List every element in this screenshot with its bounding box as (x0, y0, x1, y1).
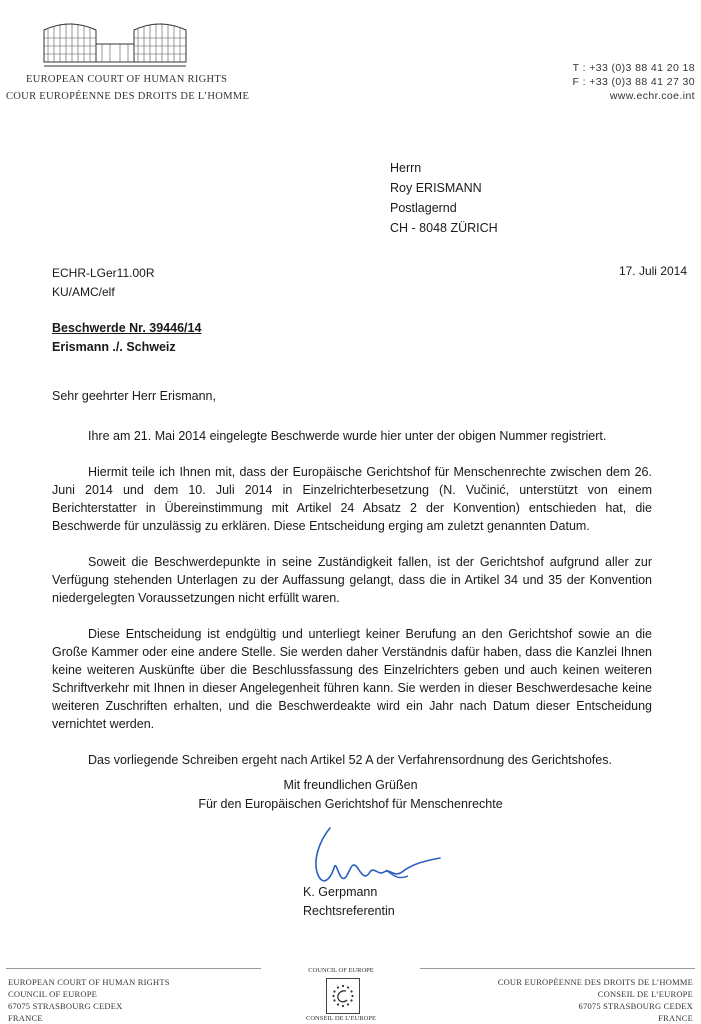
court-name-french: COUR EUROPÉENNE DES DROITS DE L’HOMME (6, 91, 250, 102)
website-link[interactable]: www.echr.coe.int (609, 90, 695, 102)
phone-number: T : +33 (0)3 88 41 20 18 (572, 62, 695, 74)
footer-address-french (498, 976, 693, 1024)
court-building-icon (40, 10, 190, 72)
closing-block (0, 776, 701, 814)
paragraph: Das vorliegende Schreiben ergeht nach Artikel 52 A der Verfahrensordnung des Gerichtshofes. (88, 753, 612, 767)
council-of-europe-stars-icon (327, 979, 359, 1013)
recipient-street: Postlagernd (390, 201, 457, 215)
recipient-city: CH - 8048 ZÜRICH (390, 221, 498, 235)
footer-line: EUROPEAN COURT OF HUMAN RIGHTS (8, 977, 170, 987)
footer-line: CONSEIL DE L’EUROPE (597, 989, 693, 999)
reference-block (52, 264, 154, 302)
contact-block (572, 61, 695, 103)
case-number: Beschwerde Nr. 39446/14 (52, 321, 202, 335)
footer-line: COUNCIL OF EUROPE (8, 989, 98, 999)
recipient-salutation: Herrn (390, 161, 422, 175)
footer-divider-right (420, 968, 695, 969)
letter-body (52, 427, 652, 787)
signer-block (303, 883, 395, 921)
footer-address-english (8, 976, 170, 1024)
case-parties: Erismann ./. Schweiz (52, 340, 176, 354)
closing-greeting: Mit freundlichen Grüßen (283, 778, 418, 792)
recipient-name: Roy ERISMANN (390, 181, 482, 195)
paragraph: Soweit die Beschwerdepunkte in seine Zuständigkeit fallen, ist der Gerichtshof aufgrund aller zur Verfügung stehenden Unterlagen zu der Auffassung gelangt, dass die in Artikel 34 und 35 der Konvention niedergelegten Voraussetzungen nicht erfüllt waren. (52, 555, 652, 605)
footer-line: 67075 STRASBOURG CEDEX (578, 1001, 693, 1011)
council-of-europe-label-en: COUNCIL OF EUROPE (308, 967, 374, 974)
reference-initials: KU/AMC/elf (52, 285, 115, 299)
council-of-europe-label-fr: CONSEIL DE L’EUROPE (306, 1015, 376, 1022)
letter-salutation: Sehr geehrter Herr Erismann, (52, 389, 216, 403)
footer-divider-left (6, 968, 261, 969)
recipient-address (390, 158, 498, 238)
paragraph: Hiermit teile ich Ihnen mit, dass der Europäische Gerichtshof für Menschenrechte zwischen dem 26. Juni 2014 und dem 10. Juli 2014 in Einzelrichterbesetzung (N. Vučinić, unterstützt von einem Berichterstatter in Übereinstimmung mit Artikel 24 Absatz 2 der Konvention) entschieden hat, die Beschwerde für unzulässig zu erklären. Diese Entscheidung erging am zuletzt genannten Datum. (52, 465, 652, 533)
footer-line: 67075 STRASBOURG CEDEX (8, 1001, 123, 1011)
reference-code: ECHR-LGer11.00R (52, 266, 155, 280)
council-of-europe-logo (326, 978, 360, 1014)
footer-line: FRANCE (658, 1013, 693, 1023)
footer-line: FRANCE (8, 1013, 43, 1023)
subject-block (52, 319, 201, 357)
closing-institution: Für den Europäischen Gerichtshof für Menschenrechte (198, 797, 503, 811)
paragraph: Diese Entscheidung ist endgültig und unterliegt keiner Berufung an den Gerichtshof sowie an die Große Kammer oder eine andere Stelle. Sie werden daher Verständnis dafür haben, dass die Kanzlei Ihnen keine weiteren Auskünfte über die Beschlussfassung des Einzelrichters geben und auch keinen weiteren Schriftverkehr mit Ihnen in dieser Angelegenheit führen kann. Sie werden in dieser Beschwerdesache keine weiteren Zuschriften erhalten, und die Beschwerdeakte wird ein Jahr nach Datum dieser Entscheidung vernichtet werden. (52, 627, 652, 731)
fax-number: F : +33 (0)3 88 41 27 30 (572, 76, 695, 88)
footer-line: COUR EUROPÉENNE DES DROITS DE L’HOMME (497, 977, 693, 987)
signer-name: K. Gerpmann (303, 885, 378, 899)
paragraph: Ihre am 21. Mai 2014 eingelegte Beschwerde wurde hier unter der obigen Nummer registriert. (88, 429, 607, 443)
court-name-english: EUROPEAN COURT OF HUMAN RIGHTS (26, 74, 228, 85)
letter-date: 17. Juli 2014 (618, 264, 687, 278)
signer-title: Rechtsreferentin (303, 904, 395, 918)
